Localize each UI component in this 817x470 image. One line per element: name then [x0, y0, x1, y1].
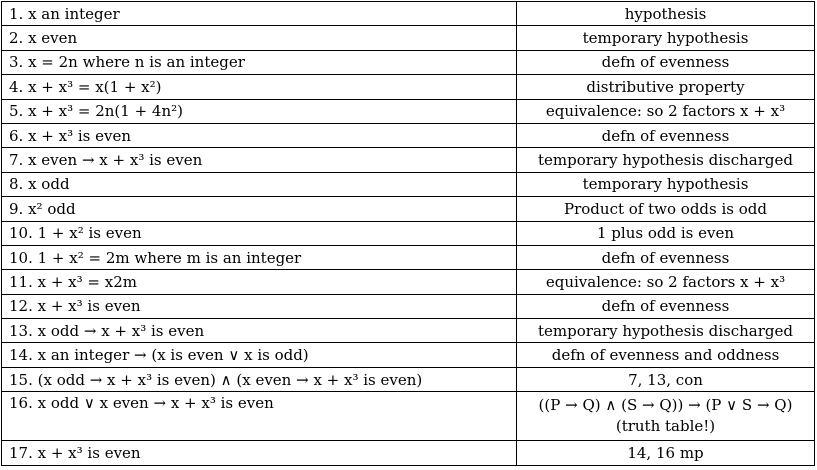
table-row: [2, 294, 815, 318]
step-cell: 6. x + x³ is even: [2, 123, 517, 147]
reason-cell: ((P → Q) ∧ (S → Q)) → (P ∨ S → Q) (truth table!): [517, 392, 815, 441]
table-row: [2, 75, 815, 99]
step-cell: 13. x odd → x + x³ is even: [2, 319, 517, 343]
step-cell: 17. x + x³ is even: [2, 441, 517, 465]
reason-cell: defn of evenness: [517, 123, 815, 147]
step-cell: 9. x² odd: [2, 197, 517, 221]
table-row: [2, 343, 815, 367]
table-row: [2, 319, 815, 343]
step-cell: 10. 1 + x² is even: [2, 221, 517, 245]
table-row: [2, 148, 815, 172]
table-row: [2, 221, 815, 245]
step-cell: 3. x = 2n where n is an integer: [2, 50, 517, 74]
reason-cell: Product of two odds is odd: [517, 197, 815, 221]
table-row: [2, 270, 815, 294]
table-row: [2, 441, 815, 465]
step-cell: 14. x an integer → (x is even ∨ x is odd): [2, 343, 517, 367]
reason-cell: defn of evenness: [517, 245, 815, 269]
reason-cell: defn of evenness: [517, 50, 815, 74]
step-cell: 5. x + x³ = 2n(1 + 4n²): [2, 99, 517, 123]
step-cell: 10. 1 + x² = 2m where m is an integer: [2, 245, 517, 269]
reason-cell: 1 plus odd is even: [517, 221, 815, 245]
step-cell: 16. x odd ∨ x even → x + x³ is even: [2, 392, 517, 441]
step-cell: 2. x even: [2, 26, 517, 50]
step-cell: 12. x + x³ is even: [2, 294, 517, 318]
table-row: [2, 50, 815, 74]
reason-cell: temporary hypothesis discharged: [517, 148, 815, 172]
table-row: [2, 197, 815, 221]
step-cell: 4. x + x³ = x(1 + x²): [2, 75, 517, 99]
step-cell: 1. x an integer: [2, 2, 517, 26]
reason-cell: temporary hypothesis: [517, 26, 815, 50]
table-row: [2, 245, 815, 269]
step-cell: 8. x odd: [2, 172, 517, 196]
reason-cell: defn of evenness: [517, 294, 815, 318]
reason-cell: temporary hypothesis discharged: [517, 319, 815, 343]
table-row: [2, 26, 815, 50]
reason-cell: defn of evenness and oddness: [517, 343, 815, 367]
reason-cell: temporary hypothesis: [517, 172, 815, 196]
reason-cell: distributive property: [517, 75, 815, 99]
reason-cell: 7, 13, con: [517, 367, 815, 391]
reason-cell: equivalence: so 2 factors x + x³: [517, 270, 815, 294]
table-row: [2, 172, 815, 196]
table-row: [2, 123, 815, 147]
proof-table: [1, 1, 815, 466]
reason-cell: hypothesis: [517, 2, 815, 26]
reason-cell: 14, 16 mp: [517, 441, 815, 465]
reason-cell: equivalence: so 2 factors x + x³: [517, 99, 815, 123]
table-row: [2, 392, 815, 441]
step-cell: 7. x even → x + x³ is even: [2, 148, 517, 172]
step-cell: 15. (x odd → x + x³ is even) ∧ (x even → x + x³ is even): [2, 367, 517, 391]
step-cell: 11. x + x³ = x2m: [2, 270, 517, 294]
table-row: [2, 99, 815, 123]
table-row: [2, 367, 815, 391]
table-row: [2, 2, 815, 26]
